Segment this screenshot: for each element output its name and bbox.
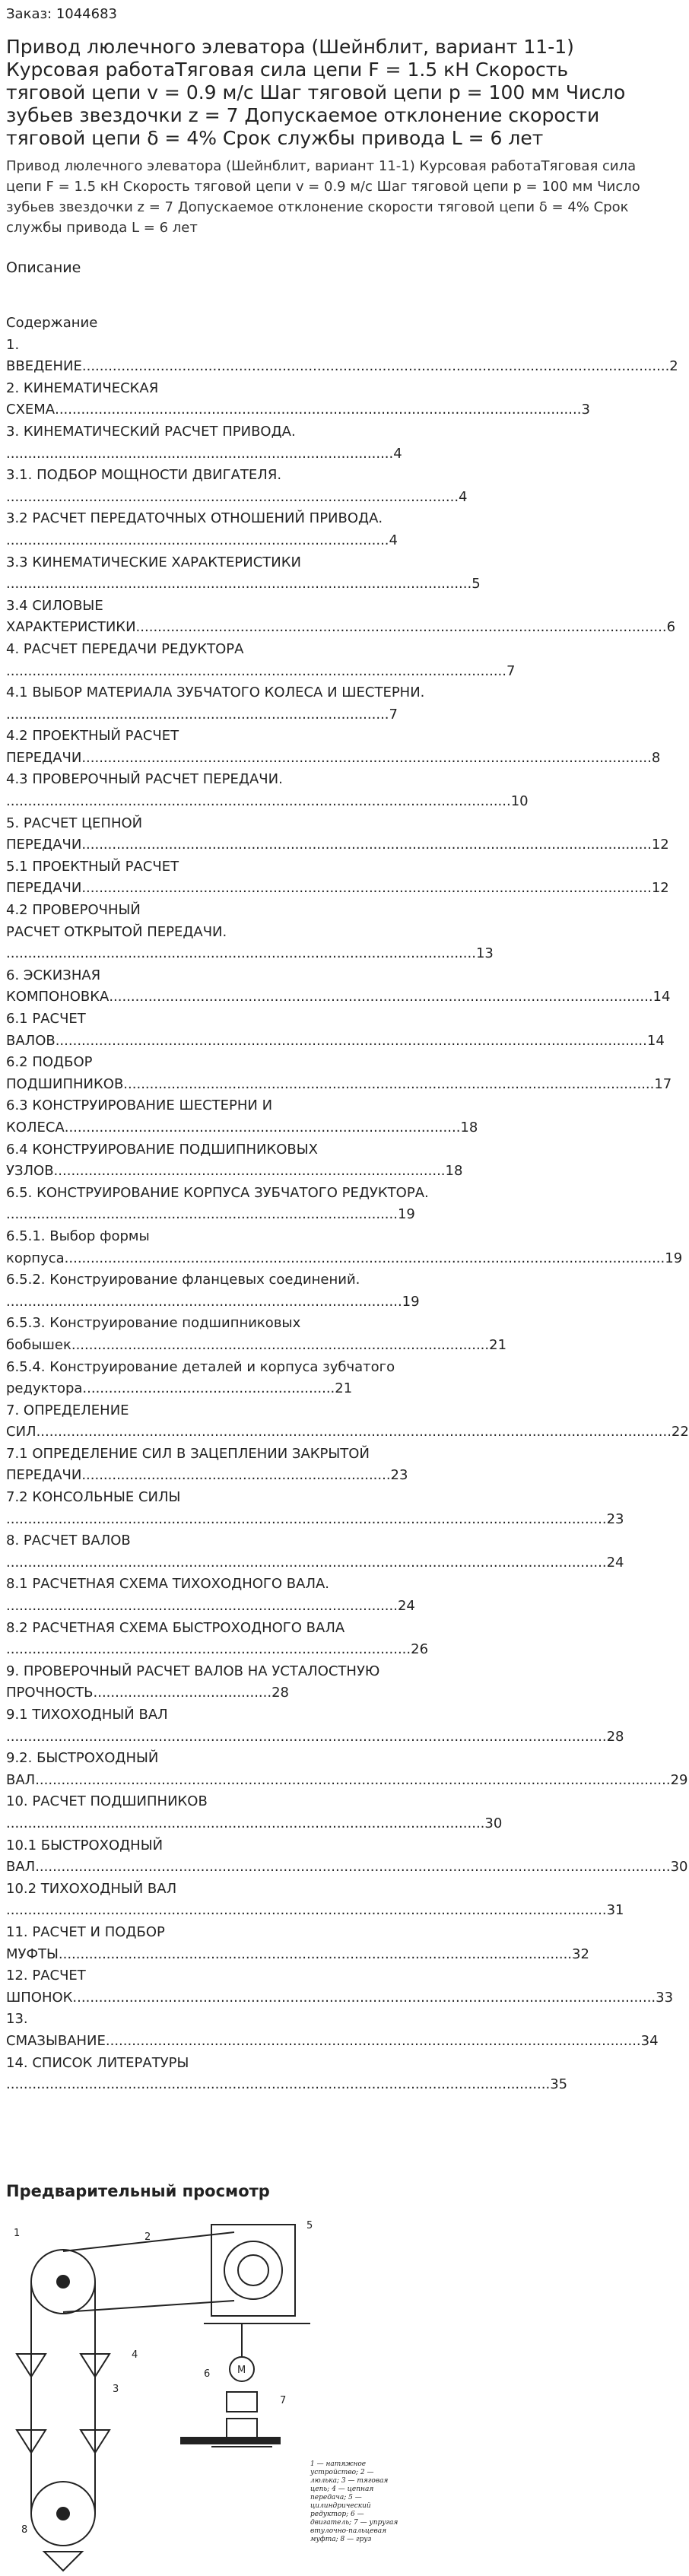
toc-line: ..........................................................................................................................................31 — [6, 1902, 624, 1919]
toc-line: ПЕРЕДАЧИ.......................................................................23 — [6, 1467, 408, 1484]
toc-line: 1. — [6, 336, 20, 353]
toc-line: 12. РАСЧЕТ — [6, 1968, 86, 1984]
toc-line: бобышек................................................................................................21 — [6, 1336, 507, 1353]
toc-line: 3.2 РАСЧЕТ ПЕРЕДАТОЧНЫХ ОТНОШЕНИЙ ПРИВОДА. — [6, 510, 383, 527]
toc-line: ..........................................................................................................................................23 — [6, 1510, 624, 1527]
order-number: Заказ: 1044683 — [6, 6, 117, 22]
toc-line: 6.4 КОНСТРУИРОВАНИЕ ПОДШИПНИКОВЫХ — [6, 1141, 318, 1158]
toc-line: ВАЛ..................................................................................................................................................30 — [6, 1859, 688, 1876]
toc-line: 14. СПИСОК ЛИТЕРАТУРЫ — [6, 2054, 189, 2071]
toc-line: 9.1 ТИХОХОДНЫЙ ВАЛ — [6, 1707, 168, 1723]
toc-line: 7.1 ОПРЕДЕЛЕНИЕ СИЛ В ЗАЦЕПЛЕНИИ ЗАКРЫТОЙ — [6, 1445, 370, 1462]
schematic-legend: 1 — натяжное устройство; 2 — люлька; 3 — тяговая цепь; 4 — цепная передача; 5 — цилиндрический редуктор; 6 — двигатель; 7 — упругая втулочно-пальцевая муфта; 8 — груз — [310, 2460, 398, 2543]
page-title: Привод люлечного элеватора (Шейнблит, вариант 11-1) Курсовая работаТяговая сила цепи F = 1.5 кН Скорость тяговой цепи v = 0.9 м/с Шаг тяговой цепи p = 100 мм Число зубьев звездочки z = 7 Допускаемое отклонение скорости тяговой цепи δ = 4% Срок службы привода L = 6 лет — [6, 36, 626, 149]
toc-line: РАСЧЕТ ОТКРЫТОЙ ПЕРЕДАЧИ. — [6, 923, 227, 940]
toc-line: 4.1 ВЫБОР МАТЕРИАЛА ЗУБЧАТОГО КОЛЕСА И ШЕСТЕРНИ. — [6, 684, 425, 701]
toc-line: ........................................................................................................4 — [6, 488, 468, 505]
toc-line: МУФТЫ......................................................................................................................32 — [6, 1945, 589, 1962]
description-text: Привод люлечного элеватора (Шейнблит, вариант 11-1) Курсовая работаТяговая сила цепи F = 1.5 кН Скорость тяговой цепи v = 0.9 м/с Шаг тяговой цепи p = 100 мм Число зубьев звездочки z = 7 Допускаемое отклонение скорости тяговой цепи δ = 4% Срок службы привода L = 6 лет — [6, 158, 640, 236]
label-8: 8 — [21, 2524, 28, 2536]
label-6: 6 — [204, 2368, 211, 2380]
toc-line: ..........................................................................................................................................24 — [6, 1554, 624, 1571]
toc-line: КОМПОНОВКА.............................................................................................................................14 — [6, 989, 671, 1005]
label-4: 4 — [132, 2349, 138, 2361]
toc-line: 7.2 КОНСОЛЬНЫЕ СИЛЫ — [6, 1489, 181, 1506]
toc-line: редуктора..........................................................21 — [6, 1380, 353, 1397]
toc-line: ...........................................................................................................5 — [6, 576, 481, 592]
label-1: 1 — [14, 2228, 21, 2239]
toc-line: ...........................................................................................19 — [6, 1293, 420, 1310]
toc-line: 6. ЭСКИЗНАЯ — [6, 967, 101, 983]
toc-line: 3.4 СИЛОВЫЕ — [6, 597, 103, 614]
toc-line: ........................................................................................7 — [6, 706, 398, 723]
toc-line: ХАРАКТЕРИСТИКИ..........................................................................................................................6 — [6, 619, 676, 636]
toc-line: 6.2 ПОДБОР — [6, 1054, 93, 1071]
toc-line: ШПОНОК......................................................................................................................................33 — [6, 1989, 674, 2006]
toc-line: 5. РАСЧЕТ ЦЕПНОЙ — [6, 815, 143, 831]
motor-label: M — [237, 2365, 246, 2376]
toc-line: 10.1 БЫСТРОХОДНЫЙ — [6, 1837, 164, 1853]
toc-line: 3. КИНЕМАТИЧЕСКИЙ РАСЧЕТ ПРИВОДА. — [6, 423, 296, 440]
toc-line: ....................................................................................................................10 — [6, 793, 529, 810]
label-2: 2 — [144, 2231, 151, 2243]
toc-line: 6.1 РАСЧЕТ — [6, 1011, 86, 1027]
preview-drawing — [6, 2209, 402, 2573]
toc-line: КОЛЕСА...........................................................................................18 — [6, 1119, 478, 1136]
toc-line: ............................................................................................................13 — [6, 945, 494, 962]
toc-line: ПЕРЕДАЧИ...................................................................................................................................8 — [6, 749, 661, 766]
toc-line: корпуса..........................................................................................................................................19 — [6, 1250, 683, 1266]
toc-line: 6.5.1. Выбор формы — [6, 1228, 150, 1244]
toc-line: 8. РАСЧЕТ ВАЛОВ — [6, 1533, 131, 1549]
toc-line: 10. РАСЧЕТ ПОДШИПНИКОВ — [6, 1793, 208, 1810]
toc-line: ВАЛ..................................................................................................................................................29 — [6, 1771, 688, 1788]
toc-list — [6, 335, 689, 2096]
elevator-drive-schematic — [6, 2209, 402, 2573]
toc-line: 8.1 РАСЧЕТНАЯ СХЕМА ТИХОХОДНОГО ВАЛА. — [6, 1576, 330, 1593]
preview-heading: Предварительный просмотр — [6, 2182, 270, 2200]
document-page — [6, 0, 689, 2543]
toc-line: ..........................................................................................24 — [6, 1598, 415, 1615]
toc-line: УЗЛОВ..........................................................................................18 — [6, 1163, 463, 1180]
toc-line: ...................................................................................................................7 — [6, 662, 516, 679]
toc-line: 8.2 РАСЧЕТНАЯ СХЕМА БЫСТРОХОДНОГО ВАЛА — [6, 1619, 345, 1636]
toc-line: 4. РАСЧЕТ ПЕРЕДАЧИ РЕДУКТОРА — [6, 640, 244, 657]
toc-line: .............................................................................................26 — [6, 1641, 429, 1658]
toc-line: ..........................................................................................................................................28 — [6, 1728, 624, 1745]
toc-line: 3.3 КИНЕМАТИЧЕСКИЕ ХАРАКТЕРИСТИКИ — [6, 554, 301, 570]
toc-line: ..........................................................................................19 — [6, 1206, 415, 1223]
label-5: 5 — [306, 2220, 313, 2231]
toc-line: 5.1 ПРОЕКТНЫЙ РАСЧЕТ — [6, 858, 179, 875]
toc-line: 6.5.3. Конструирование подшипниковых — [6, 1315, 301, 1332]
toc-line: ПЕРЕДАЧИ...................................................................................................................................12 — [6, 837, 669, 853]
toc-line: 4.2 ПРОВЕРОЧНЫЙ — [6, 902, 141, 919]
toc-line: 3.1. ПОДБОР МОЩНОСТИ ДВИГАТЕЛЯ. — [6, 467, 282, 484]
toc-line: 6.5.2. Конструирование фланцевых соединений. — [6, 1272, 360, 1288]
toc-line: 13. — [6, 2011, 28, 2028]
toc-line: 4.3 ПРОВЕРОЧНЫЙ РАСЧЕТ ПЕРЕДАЧИ. — [6, 771, 283, 788]
toc-line: ВВЕДЕНИЕ.......................................................................................................................................2 — [6, 358, 678, 375]
label-3: 3 — [113, 2384, 119, 2395]
toc-line: ПЕРЕДАЧИ...................................................................................................................................12 — [6, 880, 669, 897]
contents-heading: Содержание — [6, 315, 98, 331]
toc-line: 4.2 ПРОЕКТНЫЙ РАСЧЕТ — [6, 728, 179, 745]
table-of-contents — [6, 313, 689, 2096]
toc-line: ..............................................................................................................30 — [6, 1815, 503, 1831]
toc-line: ВАЛОВ........................................................................................................................................14 — [6, 1032, 665, 1049]
toc-line: 9.2. БЫСТРОХОДНЫЙ — [6, 1750, 159, 1767]
toc-line: 7. ОПРЕДЕЛЕНИЕ — [6, 1402, 129, 1418]
toc-line: ПОДШИПНИКОВ..........................................................................................................................17 — [6, 1075, 672, 1092]
toc-line: 10.2 ТИХОХОДНЫЙ ВАЛ — [6, 1880, 177, 1897]
toc-line: СМАЗЫВАНИЕ...........................................................................................................................34 — [6, 2032, 659, 2049]
toc-line: СХЕМА.........................................................................................................................3 — [6, 402, 590, 418]
toc-line: СИЛ..................................................................................................................................................22 — [6, 1424, 689, 1440]
description-heading: Описание — [6, 259, 81, 276]
toc-line: 6.3 КОНСТРУИРОВАНИЕ ШЕСТЕРНИ И — [6, 1097, 273, 1114]
toc-line: ПРОЧНОСТЬ.........................................28 — [6, 1685, 290, 1701]
toc-line: 6.5. КОНСТРУИРОВАНИЕ КОРПУСА ЗУБЧАТОГО РЕДУКТОРА. — [6, 1184, 429, 1201]
toc-line: 6.5.4. Конструирование деталей и корпуса зубчатого — [6, 1358, 395, 1375]
toc-line: .........................................................................................4 — [6, 445, 402, 462]
toc-line: 11. РАСЧЕТ И ПОДБОР — [6, 1923, 165, 1940]
toc-line: 9. ПРОВЕРОЧНЫЙ РАСЧЕТ ВАЛОВ НА УСТАЛОСТНУЮ — [6, 1663, 380, 1679]
label-7: 7 — [280, 2395, 287, 2406]
toc-line: ........................................................................................4 — [6, 532, 398, 548]
toc-line: 2. КИНЕМАТИЧЕСКАЯ — [6, 380, 159, 396]
toc-line: .............................................................................................................................35 — [6, 2076, 568, 2093]
